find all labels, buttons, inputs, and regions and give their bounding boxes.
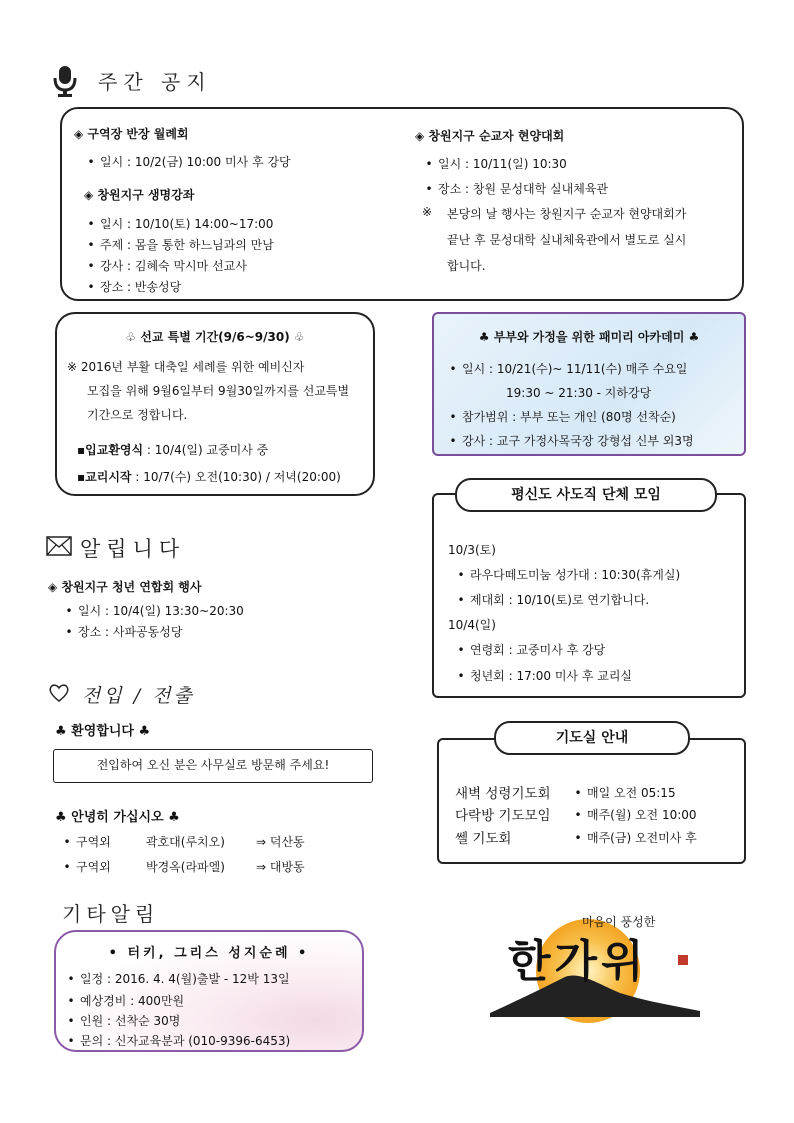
family-academy-box bbox=[432, 312, 746, 456]
list-item: • 라우다떼도미눔 성가대 : 10:30(휴게실) bbox=[457, 568, 681, 582]
list-item: • 강사 : 교구 가정사목국장 강형섭 신부 외3명 bbox=[449, 434, 694, 448]
mission-note-line: 모집을 위해 9월6일부터 9월30일까지를 선교특별 bbox=[87, 384, 350, 398]
list-item: • 예상경비 : 400만원 bbox=[67, 994, 185, 1008]
prayer-value: • 매주(금) 오전미사 후 bbox=[574, 831, 697, 845]
envelope-icon bbox=[46, 536, 72, 556]
list-item: • 구역외 곽호대(루치오) ⇒ 덕산동 bbox=[63, 835, 305, 849]
list-item: • 강사 : 김혜숙 막시마 선교사 bbox=[87, 259, 247, 273]
list-item: • 문의 : 신자교육분과 (010-9396-6453) bbox=[67, 1034, 291, 1048]
pilgrimage-title: • 터키, 그리스 성지순례 • bbox=[108, 946, 310, 961]
farewell-title: ♣ 안녕히 가십시오 ♣ bbox=[55, 810, 180, 825]
list-item: • 일시 : 10/2(금) 10:00 미사 후 강당 bbox=[87, 155, 291, 169]
family-time: 19:30 ~ 21:30 - 지하강당 bbox=[506, 386, 652, 400]
class-start: ▪교리시작 : 10/7(수) 오전(10:30) / 저녁(20:00) bbox=[77, 470, 341, 484]
weekly-notice-box bbox=[60, 107, 744, 301]
mission-title: ♧ 선교 특별 기간(9/6~9/30) ♧ bbox=[125, 330, 305, 344]
heart-icon bbox=[48, 683, 70, 703]
welcome-box bbox=[53, 749, 373, 783]
district-meeting-title: ◈ 구역장 반장 월례회 bbox=[74, 127, 189, 141]
other-heading: 기타알림 bbox=[62, 902, 160, 926]
list-item: • 장소 : 창원 문성대학 실내체육관 bbox=[425, 182, 608, 196]
list-item: • 일정 : 2016. 4. 4(월)출발 - 12박 13일 bbox=[67, 972, 290, 986]
group-day-label: 10/4(일) bbox=[448, 618, 496, 632]
list-item: • 일시 : 10/10(토) 14:00~17:00 bbox=[87, 217, 274, 231]
pilgrimage-box bbox=[54, 930, 364, 1052]
entry-ceremony: ▪입교환영식 : 10/4(일) 교중미사 중 bbox=[77, 443, 269, 457]
list-item: • 장소 : 사파공동성당 bbox=[65, 625, 183, 639]
family-title: ♣ 부부와 가정을 위한 패미리 아카데미 ♣ bbox=[478, 330, 700, 344]
life-lecture-title: ◈ 창원지구 생명강좌 bbox=[84, 188, 195, 202]
lay-groups-title: 평신도 사도직 단체 모임 bbox=[455, 478, 717, 512]
list-item: • 일시 : 10/21(수)~ 11/11(수) 매주 수요일 bbox=[449, 362, 688, 376]
list-item: • 인원 : 선착순 30명 bbox=[67, 1014, 181, 1028]
logo-small-text: 마음이 풍성한 bbox=[582, 915, 656, 929]
group-day-label: 10/3(토) bbox=[448, 543, 496, 557]
prayer-value: • 매일 오전 05:15 bbox=[574, 786, 676, 800]
martyr-note-line: 끝난 후 문성대학 실내체육관에서 별도로 실시 bbox=[447, 233, 687, 247]
weekly-heading: 주간 공지 bbox=[98, 70, 212, 94]
logo-main-text: 한가위 bbox=[508, 936, 648, 987]
hangawi-logo bbox=[470, 905, 720, 1025]
prayer-name: 새벽 성령기도회 bbox=[455, 786, 551, 802]
list-item: • 청년회 : 17:00 미사 후 교리실 bbox=[457, 669, 633, 683]
martyr-note-line: 합니다. bbox=[447, 259, 486, 273]
list-item: • 연령회 : 교중미사 후 강당 bbox=[457, 643, 606, 657]
note-mark: ※ bbox=[422, 205, 433, 219]
list-item: • 참가범위 : 부부 또는 개인 (80명 선착순) bbox=[449, 410, 676, 424]
list-item: • 주제 : 몸을 통한 하느님과의 만남 bbox=[87, 238, 274, 252]
martyr-note-line: 본당의 날 행사는 창원지구 순교자 현양대회가 bbox=[447, 207, 687, 221]
welcome-text: 전입하여 오신 분은 사무실로 방문해 주세요! bbox=[96, 758, 330, 772]
prayer-room-title: 기도실 안내 bbox=[494, 721, 690, 755]
list-item: • 제대회 : 10/10(토)로 연기합니다. bbox=[457, 593, 650, 607]
prayer-value: • 매주(월) 오전 10:00 bbox=[574, 808, 697, 822]
prayer-room-box bbox=[437, 738, 746, 864]
welcome-title: ♣ 환영합니다 ♣ bbox=[55, 724, 151, 739]
list-item: • 장소 : 반송성당 bbox=[87, 280, 182, 294]
lay-groups-box bbox=[432, 493, 746, 698]
prayer-name: 다락방 기도모임 bbox=[455, 808, 551, 824]
notice-heading: 알립니다 bbox=[80, 537, 186, 561]
microphone-icon bbox=[50, 64, 80, 98]
mission-note-line: ※ 2016년 부활 대축일 세례를 위한 예비신자 bbox=[67, 360, 305, 374]
list-item: • 일시 : 10/11(일) 10:30 bbox=[425, 157, 567, 171]
transfer-heading: 전입 / 전출 bbox=[82, 685, 195, 707]
list-item: • 일시 : 10/4(일) 13:30~20:30 bbox=[65, 604, 244, 618]
list-item: • 구역외 박경옥(라파엘) ⇒ 대방동 bbox=[63, 860, 305, 874]
mission-note-line: 기간으로 정합니다. bbox=[87, 408, 188, 422]
prayer-name: 쎌 기도회 bbox=[455, 831, 512, 847]
mission-period-box bbox=[55, 312, 375, 496]
martyr-event-title: ◈ 창원지구 순교자 현양대회 bbox=[415, 129, 565, 143]
notice-title: ◈ 창원지구 청년 연합회 행사 bbox=[48, 580, 202, 594]
